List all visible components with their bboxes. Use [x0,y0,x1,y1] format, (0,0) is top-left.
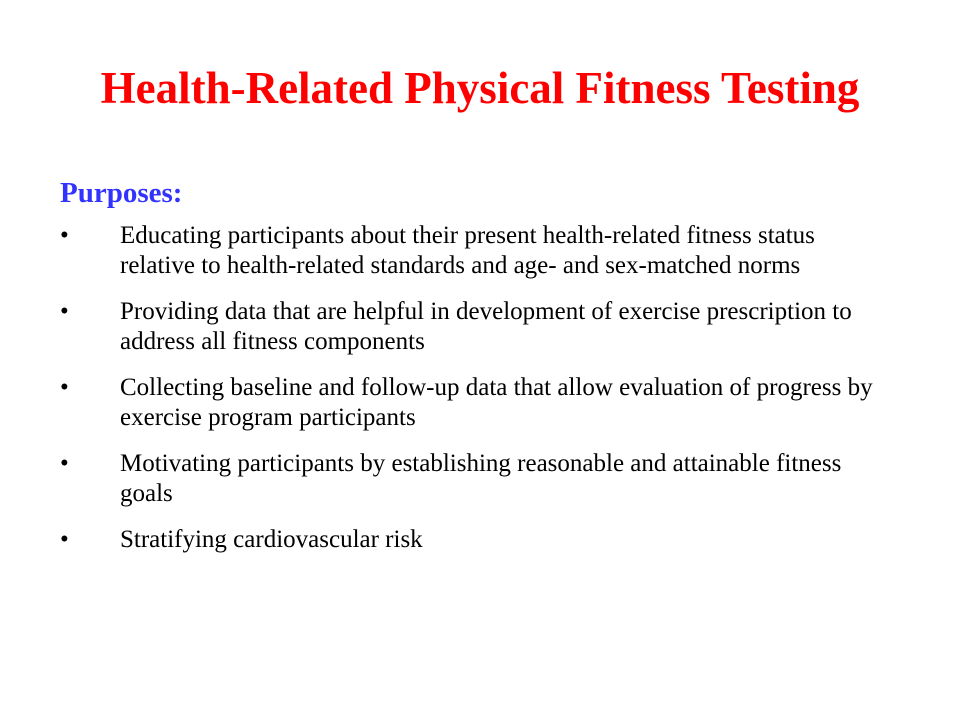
bullet-icon: • [60,526,69,553]
bullet-item [0,221,890,281]
bullet-text: Collecting baseline and follow-up data that allow evaluation of progress by exercise program participants [120,374,873,431]
bullet-icon: • [60,222,69,249]
bullet-item [0,449,890,509]
bullet-text: Motivating participants by establishing reasonable and attainable fitness goals [120,450,842,507]
bullet-list [0,221,960,571]
bullet-text: Stratifying cardiovascular risk [120,526,423,553]
bullet-item [0,373,890,433]
slide-title: Health-Related Physical Fitness Testing [100,63,860,113]
bullet-text: Educating participants about their present health-related fitness status relative to health-related standards and age- and sex-matched norms [120,222,815,279]
bullet-item [0,525,890,555]
bullet-item [0,297,890,357]
section-heading-purposes: Purposes: [60,177,183,209]
bullet-icon: • [60,298,69,325]
bullet-icon: • [60,374,69,401]
bullet-icon: • [60,450,69,477]
bullet-text: Providing data that are helpful in development of exercise prescription to address all fitness components [120,298,852,355]
